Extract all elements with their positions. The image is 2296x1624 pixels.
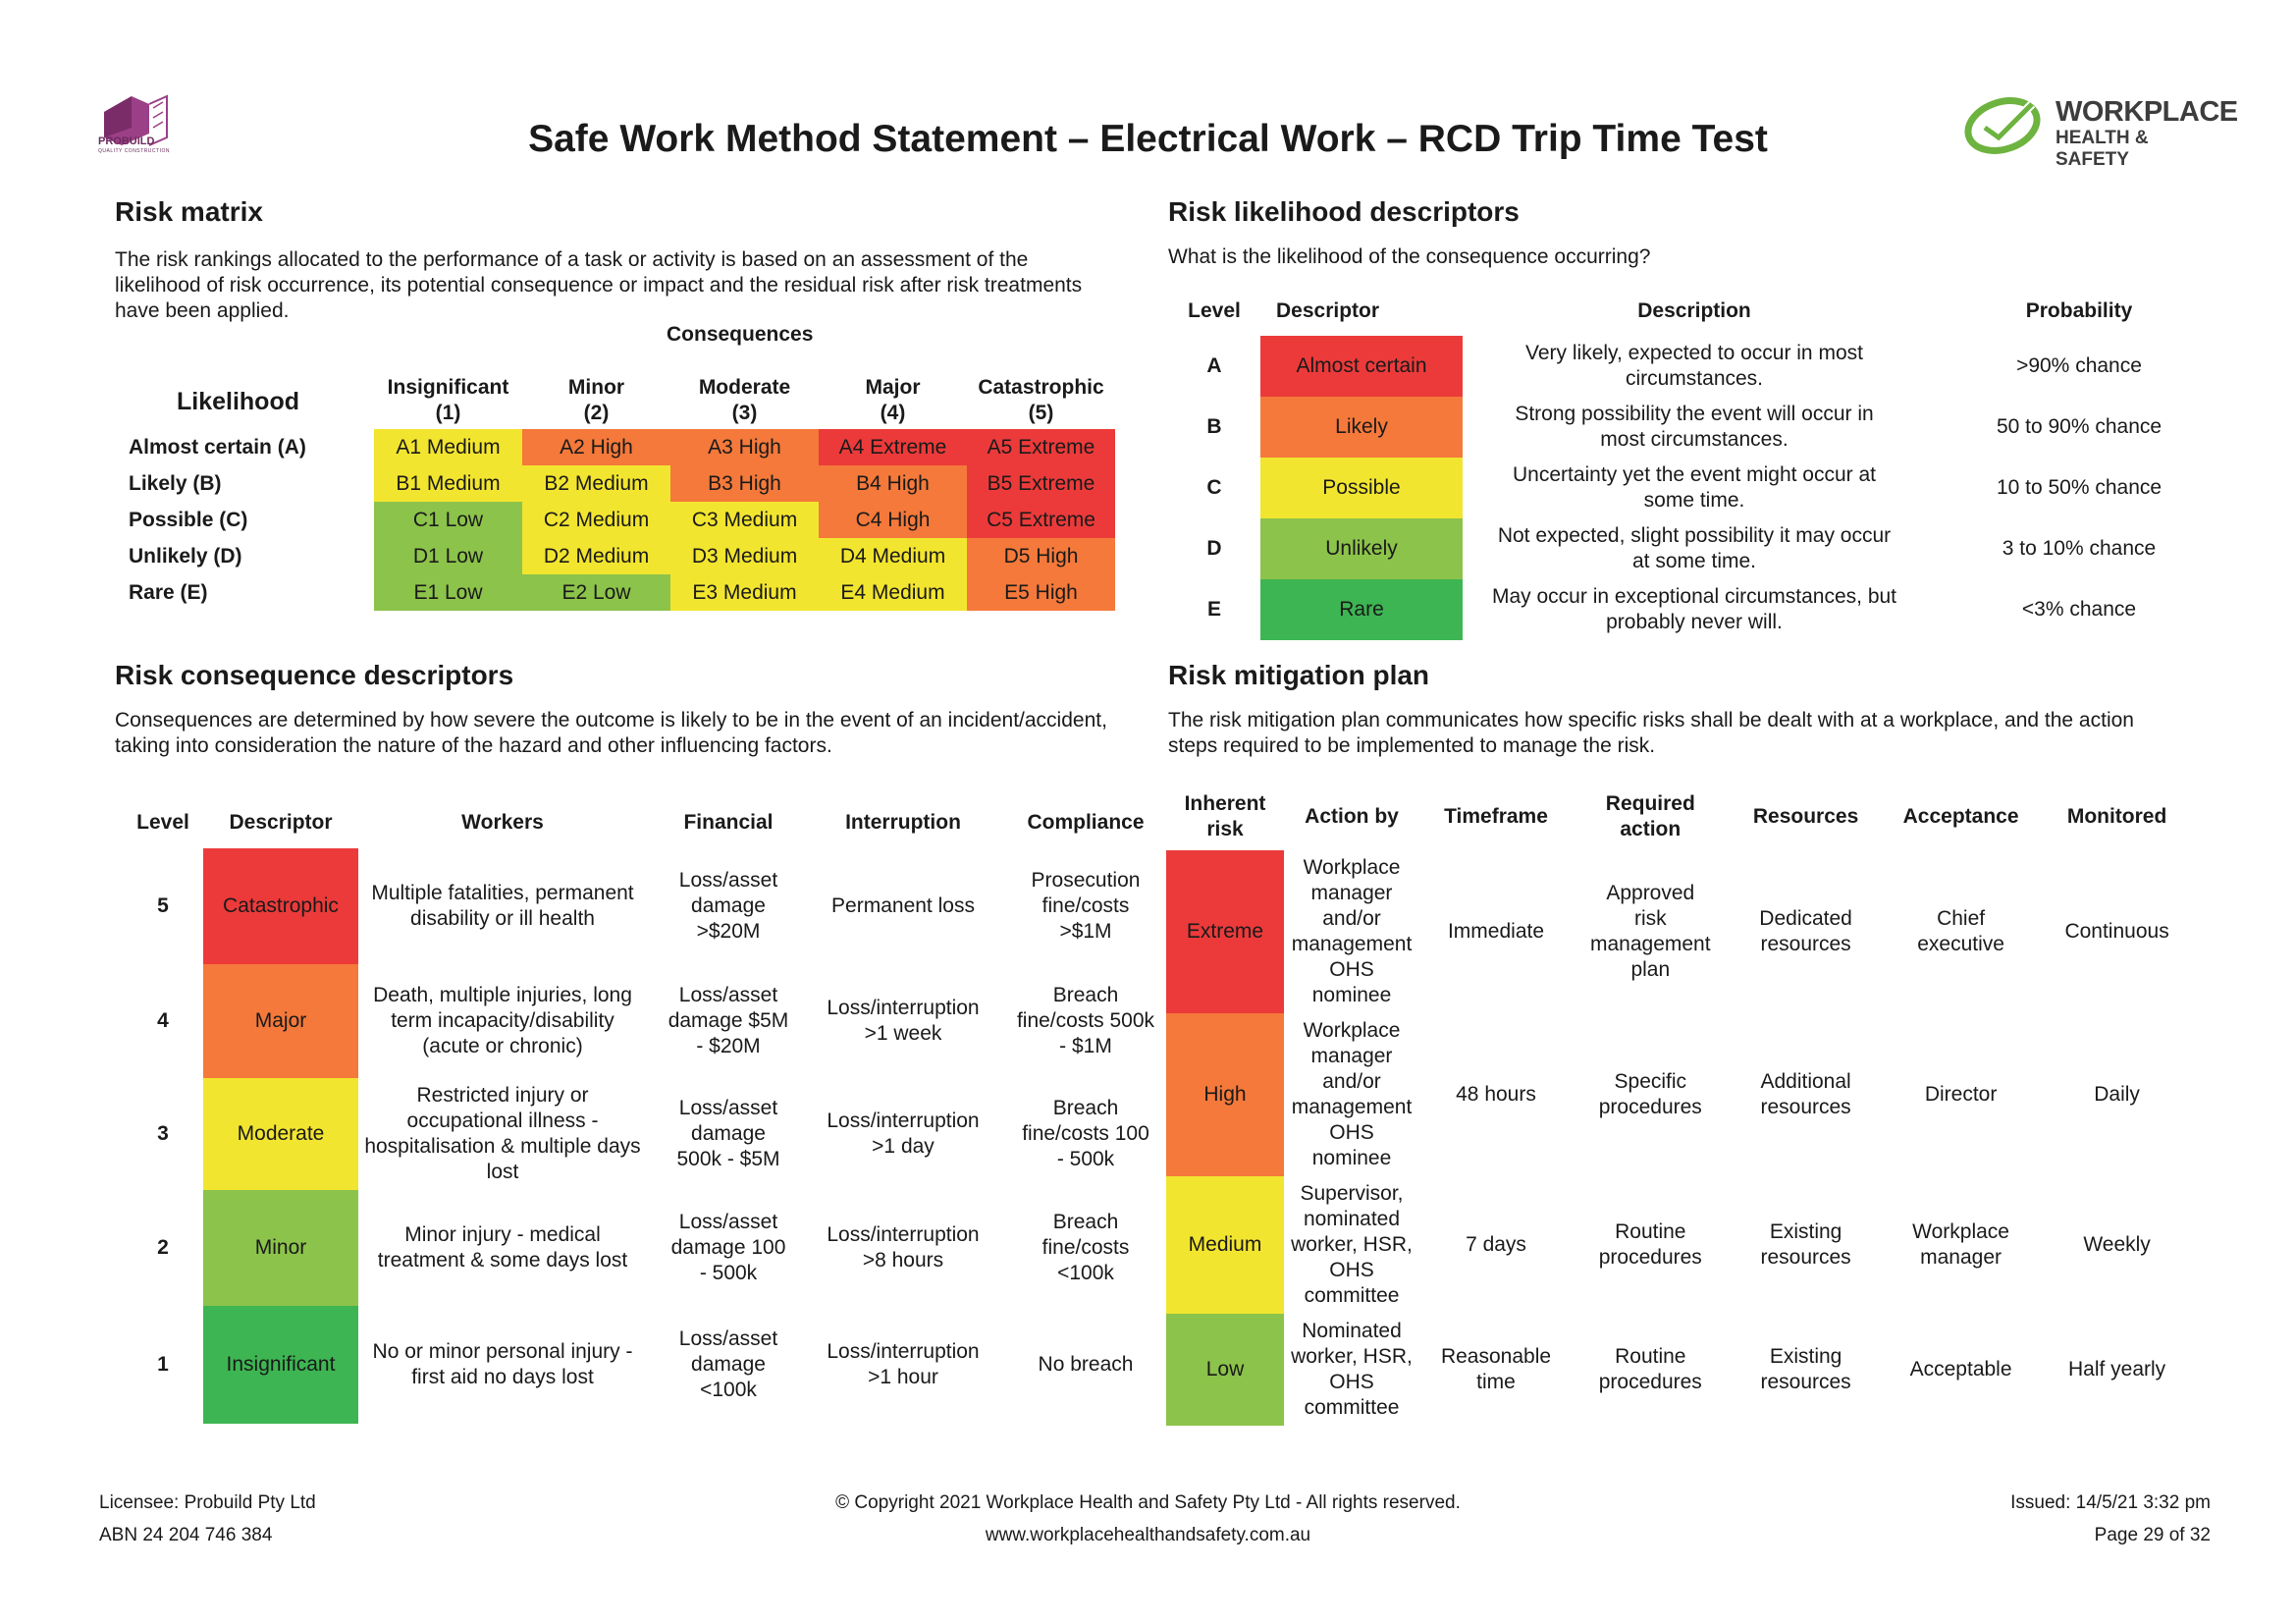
matrix-cell: B1 Medium — [374, 465, 522, 502]
matrix-cell: D5 High — [967, 538, 1115, 574]
mitigation-resources: Additional resources — [1760, 1070, 1851, 1118]
swoosh-icon — [1963, 88, 2052, 162]
likelihood-level: C — [1206, 476, 1222, 499]
consequence-level: 1 — [157, 1353, 169, 1376]
matrix-col-header: Moderate (3) — [698, 376, 791, 424]
consequence-level: 4 — [157, 1009, 169, 1032]
consequence-interruption: Loss/interruption >1 week — [827, 997, 980, 1045]
matrix-row — [116, 538, 1115, 574]
consequence-level: 5 — [157, 894, 169, 917]
workplace-health-safety-logo — [1963, 88, 2238, 170]
footer-abn: ABN 24 204 746 384 — [99, 1525, 273, 1545]
likelihood-table — [1168, 287, 2232, 640]
matrix-row — [116, 465, 1115, 502]
likelihood-description: Strong possibility the event will occur in most circumstances. — [1515, 403, 1874, 451]
probuild-logo-subtext: QUALITY CONSTRUCTION — [98, 148, 170, 154]
probuild-logo-text: PROBUILD — [98, 135, 155, 147]
likelihood-descriptor: Almost certain — [1260, 336, 1463, 397]
mitigation-timeframe: Reasonable time — [1440, 1345, 1552, 1393]
matrix-row-label: Almost certain (A) — [129, 435, 306, 459]
mitigation-header-resources: Resources — [1752, 805, 1859, 828]
consequence-workers: Multiple fatalities, permanent disability or ill health — [371, 882, 634, 930]
footer-page-number: Page 29 of 32 — [2094, 1525, 2211, 1545]
matrix-cell: A2 High — [522, 429, 670, 465]
footer-website[interactable]: www.workplacehealthandsafety.com.au — [985, 1525, 1311, 1545]
matrix-row-label: Unlikely (D) — [129, 544, 242, 568]
mitigation-acceptance: Director — [1924, 1083, 1998, 1106]
mitigation-header-acceptance: Acceptance — [1902, 805, 2019, 828]
mitigation-row — [1166, 850, 2196, 1013]
matrix-cell: C4 High — [819, 502, 967, 538]
matrix-cell: A4 Extreme — [819, 429, 967, 465]
likelihood-probability: 50 to 90% chance — [1996, 415, 2163, 438]
page-title: Safe Work Method Statement – Electrical Work – RCD Trip Time Test — [528, 118, 1768, 160]
likelihood-description: May occur in exceptional circumstances, but probably never will. — [1492, 585, 1897, 633]
consequence-intro: Consequences are determined by how severe the outcome is likely to be in the event of an incident/accident, taking into consideration the nature of the hazard and other influencing factors. — [115, 709, 1107, 757]
matrix-row — [116, 574, 1115, 611]
mitigation-required: Approved risk management plan — [1590, 882, 1711, 981]
matrix-cell: E5 High — [967, 574, 1115, 611]
matrix-cell: D3 Medium — [670, 538, 819, 574]
likelihood-descriptor: Rare — [1260, 579, 1463, 640]
matrix-col-header: Catastrophic (5) — [978, 376, 1104, 424]
mitigation-header-monitored: Monitored — [2066, 805, 2167, 828]
mitigation-risk: Low — [1166, 1314, 1284, 1426]
footer-issued: Issued: 14/5/21 3:32 pm — [2010, 1492, 2211, 1513]
mitigation-monitored: Daily — [2094, 1083, 2140, 1106]
mitigation-risk: High — [1166, 1013, 1284, 1176]
consequence-workers: Death, multiple injuries, long term incapacity/disability (acute or chronic) — [373, 984, 632, 1057]
mitigation-table — [1166, 784, 2196, 1426]
matrix-row-label: Possible (C) — [129, 508, 248, 531]
matrix-col-header: Minor (2) — [567, 376, 625, 424]
mitigation-intro: The risk mitigation plan communicates how specific risks shall be dealt with at a workplace, and the action steps required to be implemented to manage the risk. — [1168, 709, 2134, 757]
likelihood-header-descriptor: Descriptor — [1276, 299, 1380, 322]
mitigation-row — [1166, 1176, 2196, 1314]
matrix-cell: D4 Medium — [819, 538, 967, 574]
likelihood-intro: What is the likelihood of the consequence occurring? — [1168, 245, 1651, 268]
consequence-workers: Restricted injury or occupational illness - hospitalisation & multiple days lost — [364, 1084, 641, 1183]
likelihood-label: Likelihood — [177, 388, 299, 415]
likelihood-header-probability: Probability — [2025, 299, 2133, 322]
consequence-header-workers: Workers — [461, 811, 544, 834]
likelihood-probability: 10 to 50% chance — [1996, 476, 2163, 499]
consequence-header-descriptor: Descriptor — [229, 811, 333, 834]
consequence-financial: Loss/asset damage >$20M — [678, 869, 778, 943]
matrix-col-header: Insignificant (1) — [387, 376, 509, 424]
mitigation-resources: Dedicated resources — [1759, 907, 1852, 955]
consequence-level: 2 — [157, 1236, 169, 1259]
likelihood-description: Very likely, expected to occur in most circumstances. — [1525, 342, 1863, 390]
matrix-cell: A5 Extreme — [967, 429, 1115, 465]
likelihood-probability: 3 to 10% chance — [2002, 537, 2157, 560]
logo-line1: WORKPLACE — [2056, 96, 2238, 128]
risk-matrix-intro: The risk rankings allocated to the performance of a task or activity is based on an assessment of the likelihood of risk occurrence, its potential consequence or impact and the residual risk after risk treatments have been applied. — [115, 248, 1083, 322]
matrix-cell: E4 Medium — [819, 574, 967, 611]
mitigation-timeframe: 7 days — [1466, 1233, 1526, 1256]
mitigation-monitored: Continuous — [2064, 920, 2169, 943]
mitigation-risk: Medium — [1166, 1176, 1284, 1314]
consequence-header-level: Level — [136, 811, 189, 834]
matrix-corner — [116, 360, 374, 429]
mitigation-header-risk: Inherent risk — [1184, 792, 1266, 840]
consequence-compliance: No breach — [1038, 1353, 1134, 1376]
likelihood-probability: >90% chance — [2016, 354, 2142, 377]
mitigation-header-timeframe: Timeframe — [1444, 805, 1548, 828]
mitigation-action-by: Supervisor, nominated worker, HSR, OHS committee — [1291, 1182, 1413, 1307]
mitigation-required: Routine procedures — [1598, 1220, 1702, 1269]
mitigation-acceptance: Workplace manager — [1912, 1220, 2009, 1269]
mitigation-action-by: Workplace manager and/or management OHS nominee — [1291, 1019, 1413, 1169]
matrix-cell: A1 Medium — [374, 429, 522, 465]
matrix-row — [116, 429, 1115, 465]
consequence-interruption: Permanent loss — [831, 894, 975, 917]
likelihood-descriptor: Unlikely — [1260, 518, 1463, 579]
consequence-workers: Minor injury - medical treatment & some days lost — [377, 1223, 628, 1272]
matrix-col-header: Major (4) — [865, 376, 921, 424]
matrix-cell: E2 Low — [522, 574, 670, 611]
likelihood-row — [1168, 336, 2232, 397]
consequence-interruption: Loss/interruption >8 hours — [827, 1223, 980, 1272]
matrix-cell: C2 Medium — [522, 502, 670, 538]
footer-licensee: Licensee: Probuild Pty Ltd — [99, 1492, 316, 1513]
mitigation-required: Routine procedures — [1598, 1345, 1702, 1393]
matrix-cell: D2 Medium — [522, 538, 670, 574]
matrix-cell: C1 Low — [374, 502, 522, 538]
consequence-compliance: Breach fine/costs <100k — [1041, 1211, 1130, 1284]
likelihood-descriptor: Possible — [1260, 458, 1463, 518]
likelihood-row — [1168, 458, 2232, 518]
risk-matrix-heading: Risk matrix — [115, 196, 263, 227]
mitigation-timeframe: 48 hours — [1456, 1083, 1536, 1106]
consequence-financial: Loss/asset damage <100k — [678, 1327, 778, 1401]
likelihood-row — [1168, 518, 2232, 579]
consequence-descriptor: Catastrophic — [203, 848, 358, 964]
mitigation-risk: Extreme — [1166, 850, 1284, 1013]
mitigation-monitored: Weekly — [2083, 1233, 2151, 1256]
consequence-row — [123, 1190, 1175, 1306]
consequence-interruption: Loss/interruption >1 hour — [827, 1340, 980, 1388]
matrix-cell: E3 Medium — [670, 574, 819, 611]
mitigation-acceptance: Acceptable — [1909, 1358, 2012, 1380]
consequence-row — [123, 1306, 1175, 1424]
consequence-descriptor: Minor — [203, 1190, 358, 1306]
consequence-row — [123, 1078, 1175, 1190]
likelihood-level: D — [1206, 537, 1222, 560]
consequences-label: Consequences — [667, 323, 814, 346]
likelihood-level: A — [1206, 354, 1222, 377]
consequence-header-compliance: Compliance — [1027, 811, 1145, 834]
consequence-descriptor: Moderate — [203, 1078, 358, 1190]
matrix-cell: E1 Low — [374, 574, 522, 611]
mitigation-action-by: Nominated worker, HSR, OHS committee — [1291, 1320, 1413, 1419]
likelihood-header-description: Description — [1637, 299, 1751, 322]
likelihood-descriptor: Likely — [1260, 397, 1463, 458]
consequence-descriptor: Major — [203, 964, 358, 1078]
matrix-row — [116, 502, 1115, 538]
risk-matrix-table — [116, 360, 1115, 611]
matrix-row-label: Rare (E) — [129, 580, 208, 604]
likelihood-row — [1168, 579, 2232, 640]
likelihood-level: E — [1206, 598, 1221, 621]
consequence-financial: Loss/asset damage 100 - 500k — [670, 1211, 786, 1284]
likelihood-row — [1168, 397, 2232, 458]
mitigation-heading: Risk mitigation plan — [1168, 660, 1430, 690]
consequence-compliance: Breach fine/costs 500k - $1M — [1016, 984, 1155, 1057]
mitigation-required: Specific procedures — [1598, 1070, 1702, 1118]
mitigation-row — [1166, 1314, 2196, 1426]
mitigation-monitored: Half yearly — [2067, 1358, 2166, 1380]
consequence-table — [123, 797, 1175, 1424]
matrix-cell: A3 High — [670, 429, 819, 465]
likelihood-header-level: Level — [1188, 299, 1241, 322]
consequence-compliance: Prosecution fine/costs >$1M — [1031, 869, 1141, 943]
consequence-workers: No or minor personal injury - first aid no days lost — [372, 1340, 633, 1388]
mitigation-acceptance: Chief executive — [1917, 907, 2004, 955]
consequence-level: 3 — [157, 1122, 169, 1145]
matrix-row-label: Likely (B) — [129, 471, 222, 495]
likelihood-description: Uncertainty yet the event might occur at some time. — [1512, 463, 1876, 512]
matrix-cell: C5 Extreme — [967, 502, 1115, 538]
matrix-cell: B4 High — [819, 465, 967, 502]
matrix-cell: B3 High — [670, 465, 819, 502]
consequence-compliance: Breach fine/costs 100 - 500k — [1022, 1097, 1149, 1170]
mitigation-header-action-by: Action by — [1305, 805, 1399, 828]
likelihood-level: B — [1206, 415, 1222, 438]
mitigation-row — [1166, 1013, 2196, 1176]
consequence-financial: Loss/asset damage 500k - $5M — [676, 1097, 780, 1170]
consequence-heading: Risk consequence descriptors — [115, 660, 514, 690]
likelihood-heading: Risk likelihood descriptors — [1168, 196, 1520, 227]
matrix-cell: C3 Medium — [670, 502, 819, 538]
consequence-row — [123, 848, 1175, 964]
consequence-row — [123, 964, 1175, 1078]
mitigation-timeframe: Immediate — [1447, 920, 1545, 943]
likelihood-description: Not expected, slight possibility it may occur at some time. — [1497, 524, 1892, 572]
matrix-cell: B5 Extreme — [967, 465, 1115, 502]
footer-copyright: © Copyright 2021 Workplace Health and Safety Pty Ltd - All rights reserved. — [835, 1492, 1461, 1513]
mitigation-action-by: Workplace manager and/or management OHS nominee — [1291, 856, 1413, 1006]
likelihood-probability: <3% chance — [2021, 598, 2137, 621]
consequence-financial: Loss/asset damage $5M - $20M — [667, 984, 789, 1057]
mitigation-header-required: Required action — [1605, 792, 1695, 840]
matrix-cell: B2 Medium — [522, 465, 670, 502]
consequence-interruption: Loss/interruption >1 day — [827, 1110, 980, 1158]
consequence-descriptor: Insignificant — [203, 1306, 358, 1424]
logo-line2: HEALTH & SAFETY — [2056, 128, 2149, 170]
matrix-cell: D1 Low — [374, 538, 522, 574]
consequence-header-interruption: Interruption — [845, 811, 961, 834]
consequence-header-financial: Financial — [683, 811, 774, 834]
mitigation-resources: Existing resources — [1760, 1220, 1851, 1269]
mitigation-resources: Existing resources — [1760, 1345, 1851, 1393]
